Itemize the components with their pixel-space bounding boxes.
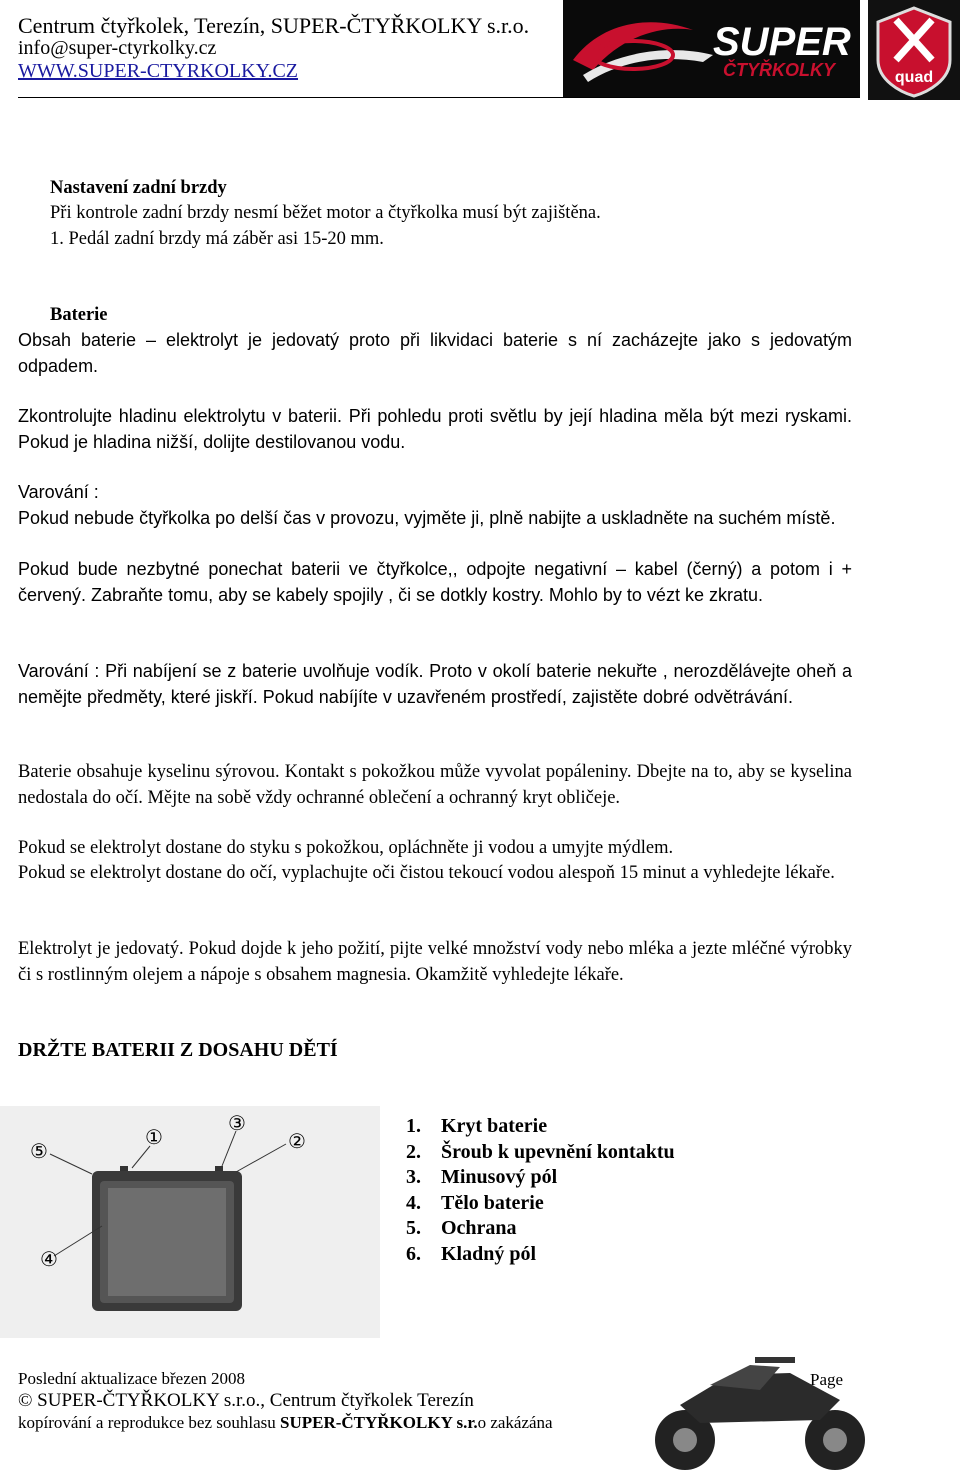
- header-rule: [18, 97, 860, 98]
- company-line: Centrum čtyřkolek, Terezín, SUPER-ČTYŘKOLKY s.r.o.: [18, 13, 530, 38]
- battery-parts-list: [406, 1114, 675, 1267]
- callout-3: ③: [228, 1111, 246, 1135]
- brake-intro: Při kontrole zadní brzdy nesmí běžet motor a čtyřkolka musí být zajištěna.: [50, 203, 601, 223]
- brake-item: 1. Pedál zadní brzdy má záběr asi 15-20 mm.: [50, 229, 384, 249]
- footer-copyright: © SUPER-ČTYŘKOLKY s.r.o., Centrum čtyřkolek Terezín: [18, 1390, 474, 1411]
- list-item: 2. Šroub k upevnění kontaktu: [406, 1140, 675, 1163]
- header-contact: [18, 14, 558, 83]
- warning-1-paragraph-2: Pokud bude nezbytné ponechat baterii ve čtyřkolce,, odpojte negativní – kabel (černý) a potom i + červený. Zabraňte tomu, aby se kabely spojily , či se dotkly kostry. Mohlo by to vézt ke zkratu.: [18, 559, 852, 605]
- atv-photo: [640, 1345, 880, 1473]
- logo-text-ctyrkolky: ČTYŘKOLKY: [723, 60, 835, 80]
- footer: [18, 1368, 553, 1434]
- battery-diagram: [0, 1106, 380, 1338]
- logo-text-super: SUPER: [713, 20, 851, 64]
- acid-paragraph-1: Baterie obsahuje kyselinu sýrovou. Kontakt s pokožkou může vyvolat popáleniny. Dbejte na to, aby se kyselina nedostala do očí. Mějte na sobě vždy ochranné oblečení a ochranný kryt obličeje.: [18, 762, 852, 808]
- acid-paragraph-3: Pokud se elektrolyt dostane do očí, vyplachujte oči čistou tekoucí vodou alespoň 15 minut a vyhledejte lékaře.: [18, 863, 835, 883]
- list-item: 3. Minusový pól: [406, 1166, 558, 1188]
- warning-1-title: Varování :: [18, 482, 99, 502]
- callout-5: ⑤: [30, 1139, 48, 1163]
- website-link[interactable]: WWW.SUPER-CTYRKOLKY.CZ: [18, 60, 299, 82]
- list-item: 1. Kryt baterie: [406, 1115, 548, 1137]
- footer-copy-notice: kopírování a reprodukce bez souhlasu SUPER-ČTYŘKOLKY s.r.o zakázána: [18, 1413, 553, 1432]
- quad-x-logo: [868, 0, 960, 100]
- callout-2: ②: [288, 1129, 306, 1153]
- email-link[interactable]: info@super-ctyrkolky.cz: [18, 37, 217, 59]
- warning-2: Varování : Při nabíjení se z baterie uvolňuje vodík. Proto v okolí baterie nekuřte , nerozdělávejte oheň a nemějte předměty, které jiskří. Pokud nabíjíte v uzavřeném prostředí, zajistěte dobré odvětrávání.: [18, 661, 852, 707]
- warning-1-paragraph-1: Pokud nebude čtyřkolka po delší čas v provozu, vyjměte ji, plně nabijte a uskladněte na suchém místě.: [18, 508, 836, 528]
- callout-1: ①: [145, 1125, 163, 1149]
- battery-paragraph-2: Zkontrolujte hladinu elektrolytu v baterii. Při pohledu proti světlu by její hladina měla být mezi ryskami. Pokud je hladina nižší, dolijte destilovanou vodu.: [18, 406, 852, 452]
- page-label: Page: [810, 1370, 844, 1389]
- super-ctyrkolky-logo: [563, 0, 860, 98]
- children-warning: DRŽTE BATERII Z DOSAHU DĚTÍ: [18, 1039, 338, 1061]
- battery-heading: Baterie: [50, 305, 108, 325]
- list-item: 6. Kladný pól: [406, 1242, 537, 1265]
- battery-paragraph-1: Obsah baterie – elektrolyt je jedovatý proto při likvidaci baterie s ní zacházejte jako s jedovatým odpadem.: [18, 330, 852, 376]
- logo2-text: quad: [894, 69, 934, 86]
- list-item: 5. Ochrana: [406, 1217, 517, 1239]
- footer-updated: Poslední aktualizace březen 2008: [18, 1369, 246, 1388]
- acid-paragraph-2: Pokud se elektrolyt dostane do styku s pokožkou, opláchněte ji vodou a umyjte mýdlem.: [18, 838, 674, 858]
- callout-4: ④: [40, 1247, 58, 1271]
- brake-heading: Nastavení zadní brzdy: [50, 178, 227, 198]
- list-item: 4. Tělo baterie: [406, 1191, 544, 1214]
- poison-paragraph: Elektrolyt je jedovatý. Pokud dojde k jeho požití, pijte velké množství vody nebo mléka a jezte mléčné výrobky či s rostlinným olejem a nápoje s obsahem magnesia. Okamžitě vyhledejte lékaře.: [18, 939, 852, 985]
